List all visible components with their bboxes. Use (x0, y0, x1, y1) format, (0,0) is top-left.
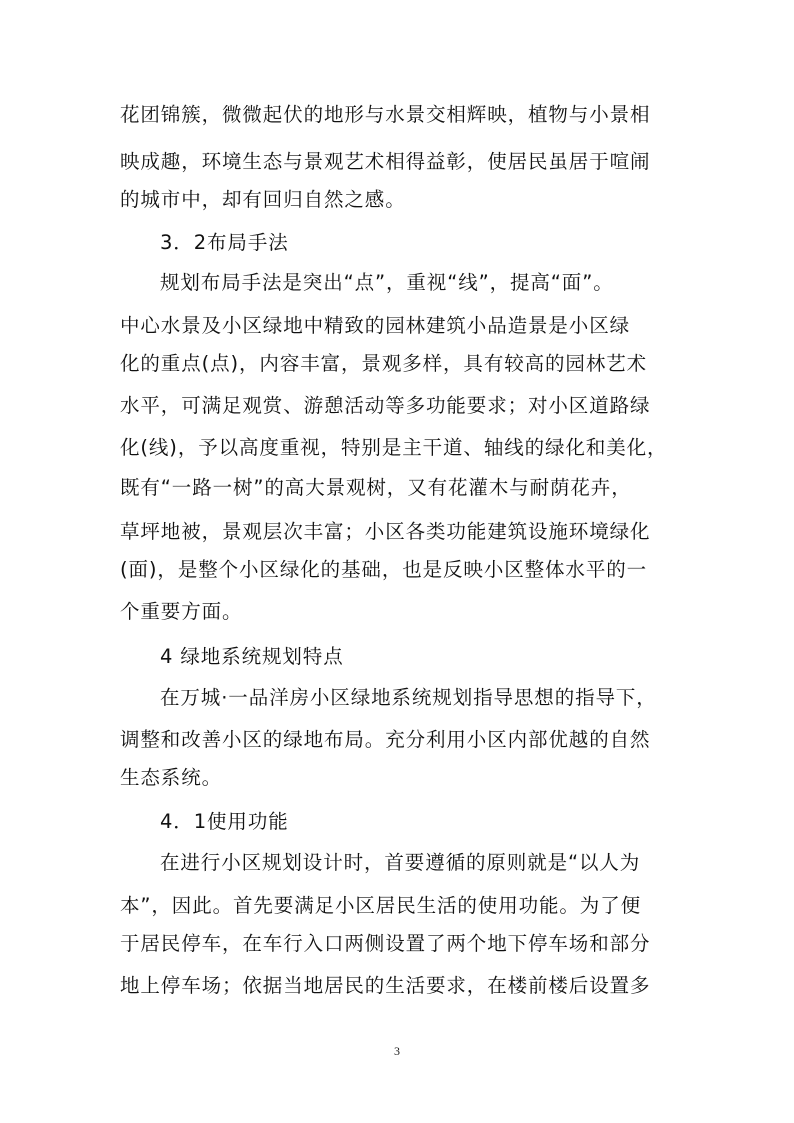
paragraph-line: 地上停车场；依据当地居民的生活要求，在楼前楼后设置多 (120, 974, 651, 997)
paragraph-line: (面)，是整个小区绿化的基础，也是反映小区整体水平的一 (120, 558, 648, 581)
paragraph-line: 调整和改善小区的绿地布局。充分利用小区内部优越的自然 (120, 728, 651, 751)
paragraph-line: 生态系统。 (120, 766, 223, 789)
paragraph-line: 水平，可满足观赏、游憩活动等多功能要求；对小区道路绿 (120, 394, 651, 417)
paragraph-line: 化(线)，予以高度重视，特别是主干道、轴线的绿化和美化， (120, 436, 668, 459)
paragraph-line: 规划布局手法是突出“点”，重视“线”，提高“面”。 (160, 271, 614, 294)
section-heading: 3．2布局手法 (160, 231, 289, 254)
page-number: 3 (394, 1044, 400, 1058)
paragraph-line: 的城市中，却有回归自然之感。 (120, 188, 406, 211)
paragraph-line: 化的重点(点)，内容丰富，景观多样，具有较高的园林艺术 (120, 352, 648, 375)
paragraph-line: 在万城·一品洋房小区绿地系统规划指导思想的指导下， (160, 686, 657, 709)
paragraph-line: 本”，因此。首先要满足小区居民生活的使用功能。为了便 (120, 894, 642, 917)
paragraph-line: 中心水景及小区绿地中精致的园林建筑小品造景是小区绿 (120, 314, 631, 337)
paragraph-line: 于居民停车，在车行入口两侧设置了两个地下停车场和部分 (120, 932, 651, 955)
paragraph-line: 映成趣，环境生态与景观艺术相得益彰，使居民虽居于喧闹 (120, 150, 651, 173)
paragraph-line: 在进行小区规划设计时，首要遵循的原则就是“以人为 (160, 851, 641, 874)
paragraph-line: 个重要方面。 (120, 600, 243, 623)
paragraph-line: 既有“一路一树”的高大景观树，又有花灌木与耐荫花卉， (120, 476, 632, 499)
paragraph-line: 草坪地被，景观层次丰富；小区各类功能建筑设施环境绿化 (120, 520, 651, 543)
section-heading: 4．1使用功能 (160, 810, 289, 833)
section-heading: 4 绿地系统规划特点 (160, 645, 344, 668)
paragraph-line: 花团锦簇，微微起伏的地形与水景交相辉映，植物与小景相 (120, 103, 651, 126)
